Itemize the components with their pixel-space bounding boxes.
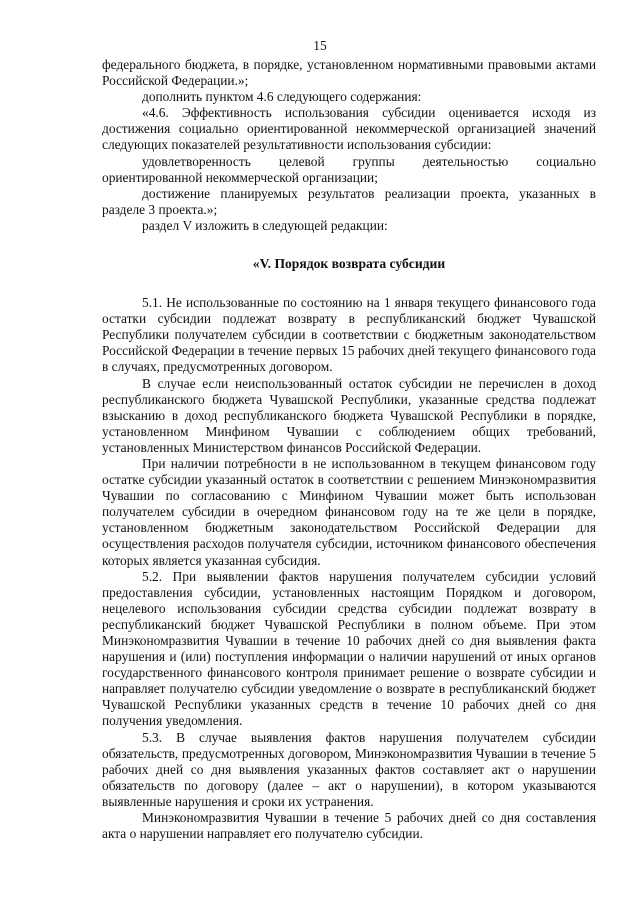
amendment-block bbox=[102, 57, 596, 234]
section-heading: «V. Порядок возврата субсидии bbox=[252, 256, 446, 272]
paragraph: достижение планируемых результатов реализации проекта, указанных в разделе 3 проекта.»; bbox=[102, 185, 596, 217]
paragraph: 5.3. В случае выявления фактов нарушения получателем субсидии обязательств, предусмотренных договором, Минэкономразвития Чувашии в течение 5 рабочих дней со дня выявления указанных фактов составляет акт о нарушении обязательств по договору (далее – акт о нарушении), в котором указываются выявленные нарушения и сроки их устранения. bbox=[102, 729, 596, 809]
paragraph: Минэкономразвития Чувашии в течение 5 рабочих дней со дня составления акта о нарушении направляет его получателю субсидии. bbox=[102, 810, 596, 842]
paragraph: 5.2. При выявлении фактов нарушения получателем субсидии условий предоставления субсидии, установленных настоящим Порядком и договором, нецелевого использования субсидии средства субсидии подлежат возврату в республиканский бюджет Чувашской Республики в полном объеме. При этом Минэкономразвития Чувашии в течение 10 рабочих дней со дня выявления факта нарушения и (или) поступления информации о наличии нарушений от иных органов государственного финансового контроля принимает решение о возврате субсидии и направляет получателю субсидии уведомление о возврате в республиканский бюджет Чувашской Республики указанных средств в течение 10 рабочих дней со дня получения уведомления. bbox=[102, 568, 596, 729]
paragraph: федерального бюджета, в порядке, установленном нормативными правовыми актами Российской Федерации.»; bbox=[102, 57, 596, 89]
section-v-body bbox=[102, 295, 596, 842]
paragraph: При наличии потребности в не использованном в текущем финансовом году остатке субсидии указанный остаток в соответствии с решением Минэкономразвития Чувашии по согласованию с Минфином Чувашии может быть использован получателем субсидии в очередном финансовом году на те же цели в порядке, установленном бюджетным законодательством Российской Федерации для осуществления расходов получателя субсидии, источником финансового обеспечения которых является указанная субсидия. bbox=[102, 455, 596, 568]
paragraph: В случае если неиспользованный остаток субсидии не перечислен в доход республиканского бюджета Чувашской Республики, указанные средства подлежат взысканию в доход республиканского бюджета Чувашской Республики в порядке, установленном Минфином Чувашии с соблюдением общих требований, установленных Министерством финансов Российской Федерации. bbox=[102, 375, 596, 455]
paragraph: удовлетворенность целевой группы деятельностью социально ориентированной некоммерческой организации; bbox=[102, 153, 596, 185]
paragraph: раздел V изложить в следующей редакции: bbox=[142, 217, 388, 233]
paragraph: дополнить пунктом 4.6 следующего содержания: bbox=[142, 89, 422, 105]
paragraph: «4.6. Эффективность использования субсидии оценивается исходя из достижения социально ориентированной некоммерческой организацией значений следующих показателей результативности использования субсидии: bbox=[102, 105, 596, 153]
document-body bbox=[102, 57, 596, 842]
paragraph: 5.1. Не использованные по состоянию на 1 января текущего финансового года остатки субсидии подлежат возврату в республиканский бюджет Чувашской Республики получателем субсидии в соответствии с бюджетным законодательством Российской Федерации в течение первых 15 рабочих дней текущего финансового года в случаях, предусмотренных договором. bbox=[102, 295, 596, 375]
page-number: 15 bbox=[313, 38, 327, 53]
